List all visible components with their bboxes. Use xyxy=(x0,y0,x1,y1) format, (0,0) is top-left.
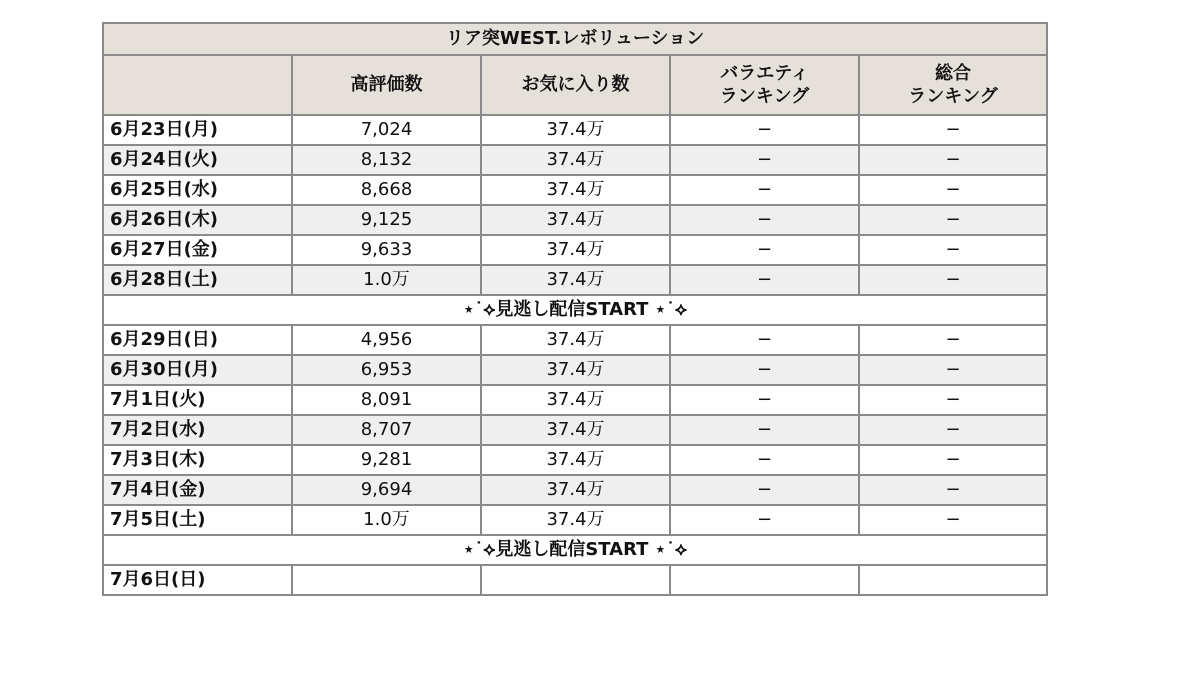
overall-rank-cell: − xyxy=(859,205,1047,235)
streaming-start-banner-row xyxy=(103,535,1047,565)
variety-rank-cell: − xyxy=(670,145,859,175)
favorites-cell: 37.4万 xyxy=(481,445,670,475)
likes-cell: 7,024 xyxy=(292,115,481,145)
table-row xyxy=(103,325,1047,355)
table-row xyxy=(103,385,1047,415)
overall-rank-cell: − xyxy=(859,115,1047,145)
likes-cell: 8,091 xyxy=(292,385,481,415)
streaming-start-banner: ⋆˙⟡見逃し配信START ⋆˙⟡ xyxy=(103,535,1047,565)
overall-rank-cell: − xyxy=(859,355,1047,385)
likes-cell: 6,953 xyxy=(292,355,481,385)
likes-cell: 8,668 xyxy=(292,175,481,205)
overall-rank-cell: − xyxy=(859,505,1047,535)
table-row xyxy=(103,205,1047,235)
variety-rank-cell: − xyxy=(670,115,859,145)
variety-rank-cell: − xyxy=(670,385,859,415)
favorites-cell: 37.4万 xyxy=(481,235,670,265)
table-row xyxy=(103,175,1047,205)
streaming-start-banner: ⋆˙⟡見逃し配信START ⋆˙⟡ xyxy=(103,295,1047,325)
date-cell: 7月3日(木) xyxy=(103,445,292,475)
table-row xyxy=(103,115,1047,145)
date-cell: 6月24日(火) xyxy=(103,145,292,175)
table-row xyxy=(103,355,1047,385)
date-cell: 6月29日(日) xyxy=(103,325,292,355)
variety-rank-cell xyxy=(670,565,859,595)
table-body xyxy=(103,115,1047,595)
table-row xyxy=(103,565,1047,595)
favorites-cell: 37.4万 xyxy=(481,325,670,355)
table-title: リア突WEST.レボリューション xyxy=(103,23,1047,55)
header-label-line: 総合 xyxy=(935,62,971,84)
likes-cell: 1.0万 xyxy=(292,505,481,535)
likes-cell xyxy=(292,565,481,595)
date-cell: 7月5日(土) xyxy=(103,505,292,535)
date-cell: 6月25日(水) xyxy=(103,175,292,205)
table-row xyxy=(103,265,1047,295)
date-cell: 7月2日(水) xyxy=(103,415,292,445)
header-label-line: 高評価数 xyxy=(350,74,423,96)
likes-cell: 8,132 xyxy=(292,145,481,175)
date-cell: 7月6日(日) xyxy=(103,565,292,595)
table-row xyxy=(103,415,1047,445)
header-favorites xyxy=(481,55,670,115)
header-likes xyxy=(292,55,481,115)
favorites-cell: 37.4万 xyxy=(481,175,670,205)
streaming-start-banner-row xyxy=(103,295,1047,325)
header-label-line: バラエティ xyxy=(720,62,809,84)
favorites-cell: 37.4万 xyxy=(481,385,670,415)
variety-rank-cell: − xyxy=(670,475,859,505)
favorites-cell: 37.4万 xyxy=(481,415,670,445)
likes-cell: 9,281 xyxy=(292,445,481,475)
variety-rank-cell: − xyxy=(670,325,859,355)
favorites-cell: 37.4万 xyxy=(481,355,670,385)
variety-rank-cell: − xyxy=(670,355,859,385)
overall-rank-cell: − xyxy=(859,415,1047,445)
date-cell: 6月26日(木) xyxy=(103,205,292,235)
date-cell: 6月28日(土) xyxy=(103,265,292,295)
variety-rank-cell: − xyxy=(670,445,859,475)
overall-rank-cell: − xyxy=(859,235,1047,265)
ranking-table xyxy=(102,22,1048,596)
header-label-line: お気に入り数 xyxy=(521,74,630,96)
favorites-cell: 37.4万 xyxy=(481,145,670,175)
overall-rank-cell: − xyxy=(859,325,1047,355)
overall-rank-cell: − xyxy=(859,175,1047,205)
date-cell: 6月27日(金) xyxy=(103,235,292,265)
variety-rank-cell: − xyxy=(670,505,859,535)
overall-rank-cell: − xyxy=(859,475,1047,505)
favorites-cell: 37.4万 xyxy=(481,265,670,295)
header-variety-ranking xyxy=(670,55,859,115)
favorites-cell: 37.4万 xyxy=(481,505,670,535)
overall-rank-cell: − xyxy=(859,385,1047,415)
overall-rank-cell: − xyxy=(859,145,1047,175)
date-cell: 6月23日(月) xyxy=(103,115,292,145)
favorites-cell: 37.4万 xyxy=(481,475,670,505)
ranking-table-container xyxy=(102,22,1046,596)
overall-rank-cell: − xyxy=(859,445,1047,475)
table-row xyxy=(103,235,1047,265)
date-cell: 7月4日(金) xyxy=(103,475,292,505)
likes-cell: 9,694 xyxy=(292,475,481,505)
header-date xyxy=(103,55,292,115)
variety-rank-cell: − xyxy=(670,175,859,205)
header-label-line: ランキング xyxy=(719,86,810,107)
date-cell: 7月1日(火) xyxy=(103,385,292,415)
date-cell: 6月30日(月) xyxy=(103,355,292,385)
likes-cell: 1.0万 xyxy=(292,265,481,295)
table-row xyxy=(103,475,1047,505)
likes-cell: 9,633 xyxy=(292,235,481,265)
favorites-cell: 37.4万 xyxy=(481,205,670,235)
favorites-cell: 37.4万 xyxy=(481,115,670,145)
likes-cell: 4,956 xyxy=(292,325,481,355)
overall-rank-cell: − xyxy=(859,265,1047,295)
variety-rank-cell: − xyxy=(670,205,859,235)
likes-cell: 8,707 xyxy=(292,415,481,445)
table-title-row xyxy=(103,23,1047,55)
favorites-cell xyxy=(481,565,670,595)
variety-rank-cell: − xyxy=(670,235,859,265)
likes-cell: 9,125 xyxy=(292,205,481,235)
table-row xyxy=(103,145,1047,175)
variety-rank-cell: − xyxy=(670,415,859,445)
table-row xyxy=(103,445,1047,475)
table-row xyxy=(103,505,1047,535)
table-header-row xyxy=(103,55,1047,115)
header-overall-ranking xyxy=(859,55,1047,115)
overall-rank-cell xyxy=(859,565,1047,595)
header-label-line: ランキング xyxy=(908,86,998,107)
variety-rank-cell: − xyxy=(670,265,859,295)
